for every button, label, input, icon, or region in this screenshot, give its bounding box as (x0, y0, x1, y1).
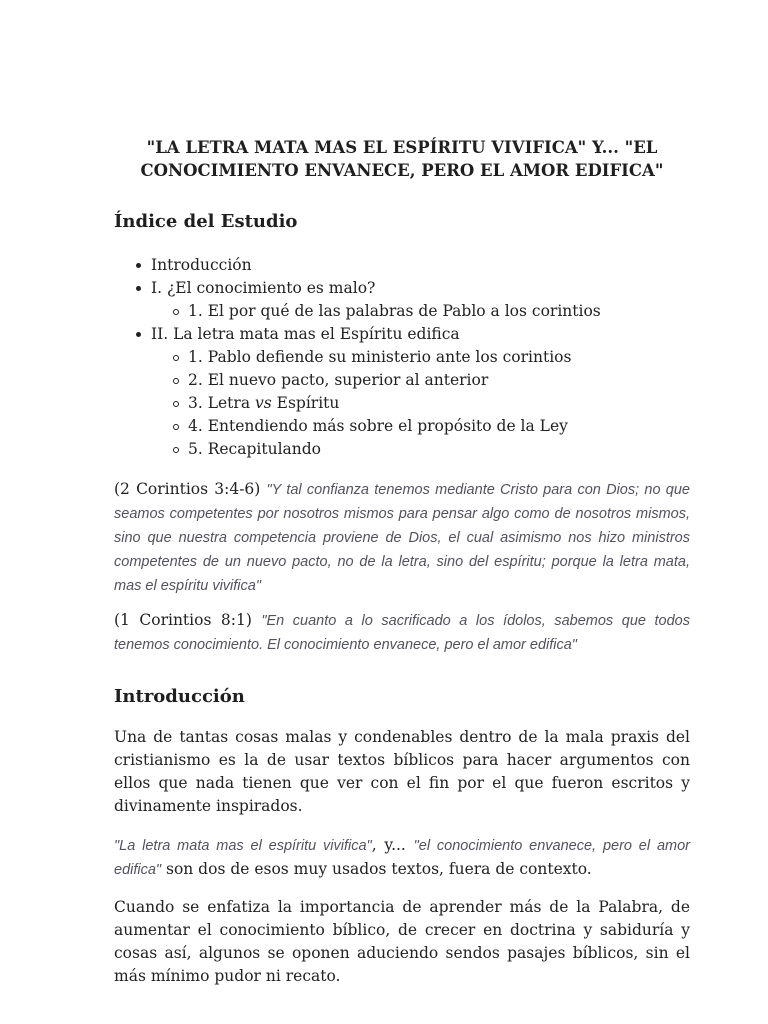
inline-text: , y... (371, 836, 414, 854)
intro-paragraph-2 (114, 834, 690, 882)
intro-paragraph-3: Cuando se enfatiza la importancia de aprender más de la Palabra, de aumentar el conocimiento bíblico, de crecer en doctrina y sabiduría y cosas así, algunos se oponen aduciendo sendos pasajes bíblicos, sin el más mínimo pudor ni recato. (114, 898, 690, 985)
intro-heading: Introducción (114, 686, 245, 707)
bullet-icon (136, 263, 141, 268)
bullet-icon (136, 286, 141, 291)
sub-bullet-icon (173, 401, 179, 407)
inline-text: son dos de esos muy usados textos, fuera de contexto. (161, 860, 592, 878)
document-title-line-2: CONOCIMIENTO ENVANECE, PERO EL AMOR EDIFICA" (140, 161, 664, 180)
sub-bullet-icon (173, 378, 179, 384)
toc-item-introduccion[interactable]: Introducción (151, 256, 252, 274)
toc-subitem-letra-vs-espiritu[interactable] (188, 392, 339, 415)
verse-quote: "Y tal confianza tenemos mediante Cristo para con Dios; no que seamos competentes por nosotros mismos para pensar algo como de nosotros mismos, sino que nuestra competencia proviene de Dios, el cual asimismo nos hizo ministros competentes de un nuevo pacto, no de la letra, sino del espíritu; porque la letra mata, mas el espíritu vivifica" (114, 482, 690, 594)
bullet-icon (136, 332, 141, 337)
verse-reference: (1 Corintios 8:1) (114, 611, 262, 629)
toc-subitem-pablo-defiende[interactable]: 1. Pablo defiende su ministerio ante los corintios (188, 348, 572, 366)
toc-item-conocimiento[interactable]: I. ¿El conocimiento es malo? (151, 279, 376, 297)
toc-text: 3. Letra (188, 394, 255, 412)
document-title (114, 136, 690, 182)
toc-subitem-recapitulando[interactable]: 5. Recapitulando (188, 440, 322, 458)
toc-subitem-nuevo-pacto[interactable]: 2. El nuevo pacto, superior al anterior (188, 371, 489, 389)
verse-reference: (2 Corintios 3:4-6) (114, 480, 267, 498)
inline-quote: "La letra mata mas el espíritu vivifica" (114, 838, 372, 854)
toc-text-italic: vs (255, 394, 272, 412)
toc-subitem-por-que[interactable]: 1. El por qué de las palabras de Pablo a los corintios (188, 302, 601, 320)
toc-text: Espíritu (271, 394, 340, 412)
verse-2-corintios (114, 478, 690, 598)
sub-bullet-icon (173, 424, 179, 430)
index-heading: Índice del Estudio (114, 211, 298, 232)
inline-quote: "el conocimiento envanece, pero el amor edifica" (114, 838, 690, 878)
toc-item-letra-mata[interactable]: II. La letra mata mas el Espíritu edifica (151, 325, 460, 343)
sub-bullet-icon (173, 355, 179, 361)
sub-bullet-icon (173, 309, 179, 315)
verse-1-corintios (114, 609, 690, 657)
toc-subitem-proposito-ley[interactable]: 4. Entendiendo más sobre el propósito de la Ley (188, 417, 568, 435)
intro-paragraph-1: Una de tantas cosas malas y condenables dentro de la mala praxis del cristianismo es la de usar textos bíblicos para hacer argumentos con ellos que nada tienen que ver con el fin por el que fueron escritos y divinamente inspirados. (114, 728, 690, 815)
document-title-line-1: "LA LETRA MATA MAS EL ESPÍRITU VIVIFICA" Y... "EL (146, 138, 658, 157)
verse-quote: "En cuanto a lo sacrificado a los ídolos, sabemos que todos tenemos conocimiento. El conocimiento envanece, pero el amor edifica" (114, 613, 690, 653)
sub-bullet-icon (173, 447, 179, 453)
